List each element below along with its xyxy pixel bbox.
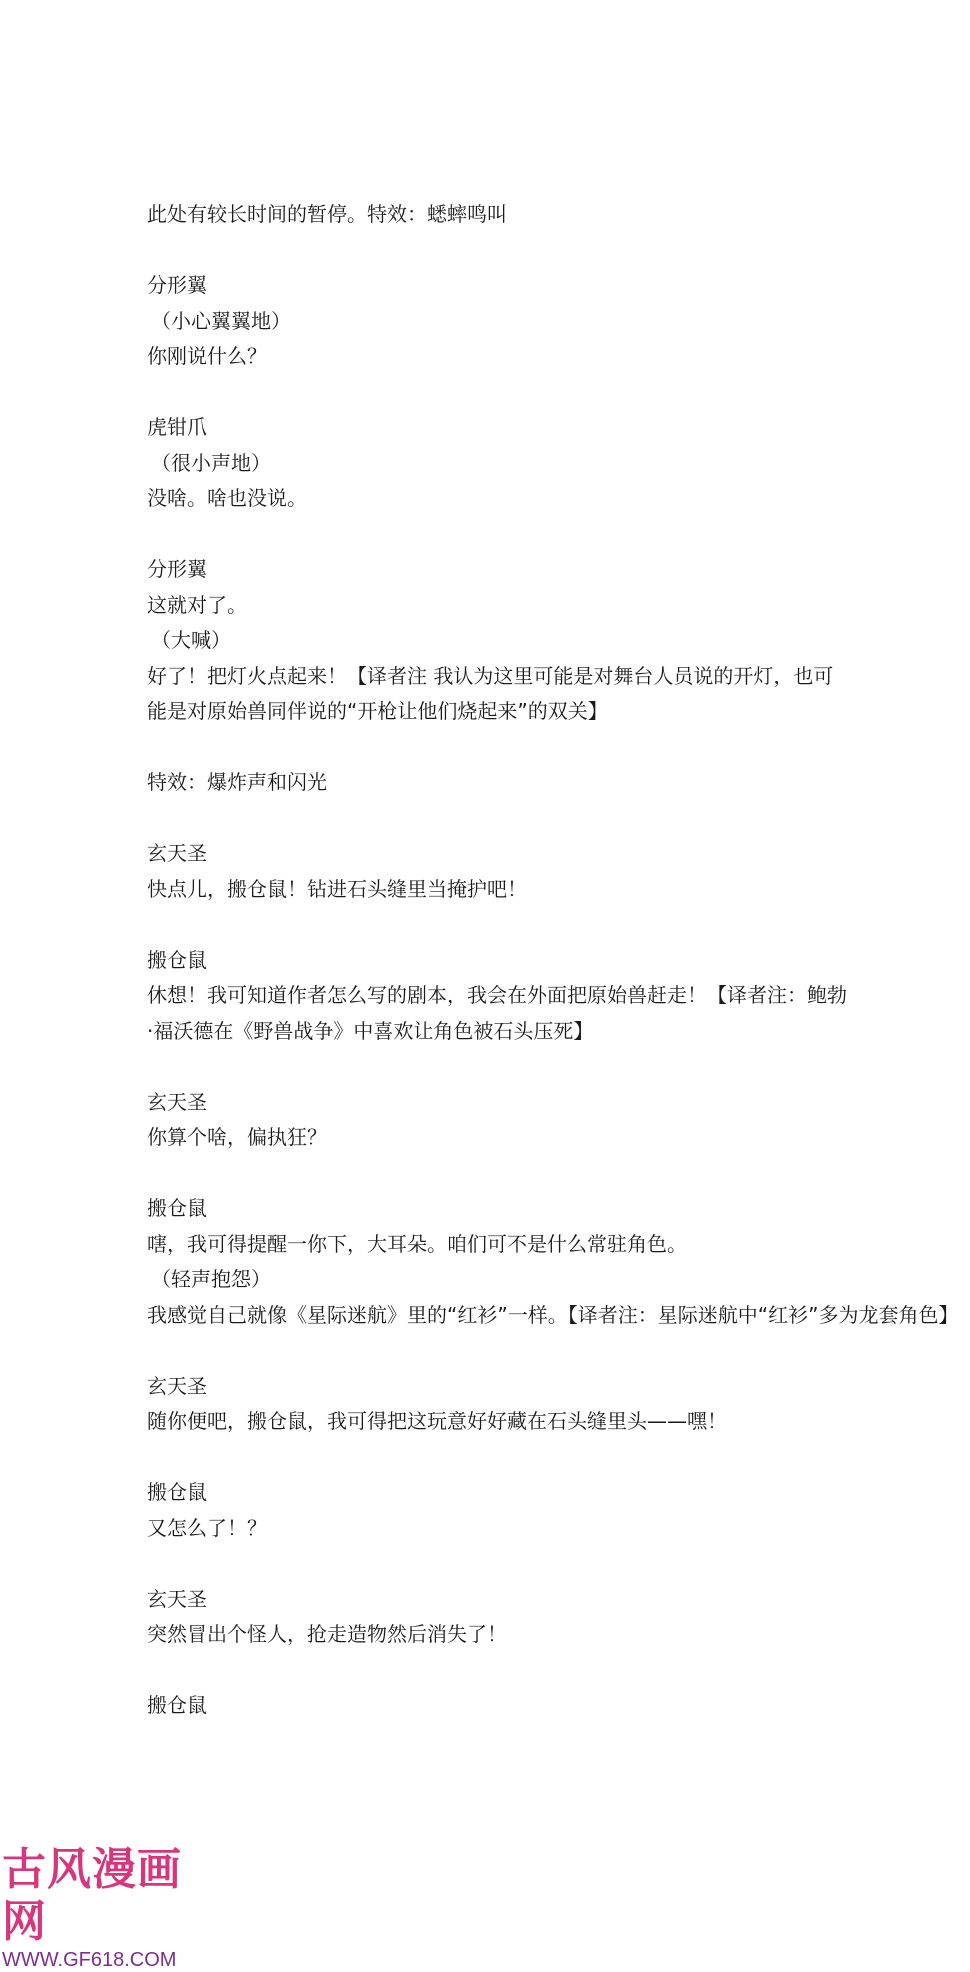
dialogue-line: 嗐，我可得提醒一你下，大耳朵。咱们可不是什么常驻角色。	[147, 1231, 687, 1256]
speaker-name: 虎钳爪	[147, 415, 207, 439]
speaker-name: 分形翼	[147, 273, 207, 297]
dialogue-line: 特效：爆炸声和闪光	[147, 770, 327, 794]
blank-line	[147, 1653, 847, 1689]
speaker-name: 搬仓鼠	[147, 1480, 207, 1504]
watermark-url: WWW.GF618.COM	[2, 1949, 177, 1971]
watermark-title: 古风漫画网	[2, 1844, 182, 1947]
stage-direction: （轻声抱怨）	[151, 1267, 271, 1291]
blank-line	[147, 1333, 847, 1369]
dialogue-line: 这就对了。	[147, 592, 247, 617]
dialogue-line: 你算个啥，偏执狂？	[147, 1125, 327, 1149]
blank-line	[147, 1156, 847, 1192]
blank-line	[147, 1546, 847, 1582]
blank-line	[147, 730, 847, 766]
blank-line	[147, 517, 847, 553]
speaker-name: 玄天圣	[147, 1089, 207, 1114]
speaker-name: 分形翼	[147, 557, 207, 581]
dialogue-line: 随你便吧，搬仓鼠，我可得把这玩意好好藏在石头缝里头——嘿！	[147, 1409, 727, 1433]
dialogue-line: 快点儿，搬仓鼠！钻进石头缝里当掩护吧！	[147, 876, 527, 901]
site-watermark	[2, 1844, 222, 1972]
speaker-name: 玄天圣	[147, 841, 207, 865]
dialogue-line: 突然冒出个怪人，抢走造物然后消失了！	[147, 1622, 507, 1646]
stage-direction: （大喊）	[151, 628, 231, 652]
speaker-name: 玄天圣	[147, 1373, 207, 1398]
dialogue-line: 没啥。啥也没说。	[147, 486, 307, 510]
speaker-name: 搬仓鼠	[147, 1196, 207, 1220]
blank-line	[147, 801, 847, 837]
dialogue-line: 此处有较长时间的暂停。特效：蟋蟀鸣叫	[147, 202, 507, 226]
dialogue-line: 你刚说什么？	[147, 344, 267, 368]
dialogue-line: 休想！我可知道作者怎么写的剧本，我会在外面把原始兽赶走！【译者注：鲍勃·福沃德在《野兽战争》中喜欢让角色被石头压死】	[147, 983, 847, 1043]
speaker-name: 搬仓鼠	[147, 1693, 207, 1717]
blank-line	[147, 1049, 847, 1085]
stage-direction: （很小声地）	[151, 450, 271, 475]
dialogue-line: 又怎么了！？	[147, 1515, 267, 1540]
script-page	[147, 197, 959, 1724]
speaker-name: 搬仓鼠	[147, 947, 207, 972]
speaker-name: 玄天圣	[147, 1586, 207, 1611]
blank-line	[147, 1440, 847, 1476]
stage-direction: （小心翼翼地）	[151, 308, 291, 333]
dialogue-line: 好了！把灯火点起来！【译者注 我认为这里可能是对舞台人员说的开灯，也可能是对原始兽同伴说的“开枪让他们烧起来”的双关】	[147, 663, 834, 723]
blank-line	[147, 907, 847, 943]
blank-line	[147, 233, 847, 269]
blank-line	[147, 375, 847, 411]
dialogue-line: 我感觉自己就像《星际迷航》里的“红衫”一样。【译者注：星际迷航中“红衫”多为龙套角色】	[147, 1302, 959, 1327]
